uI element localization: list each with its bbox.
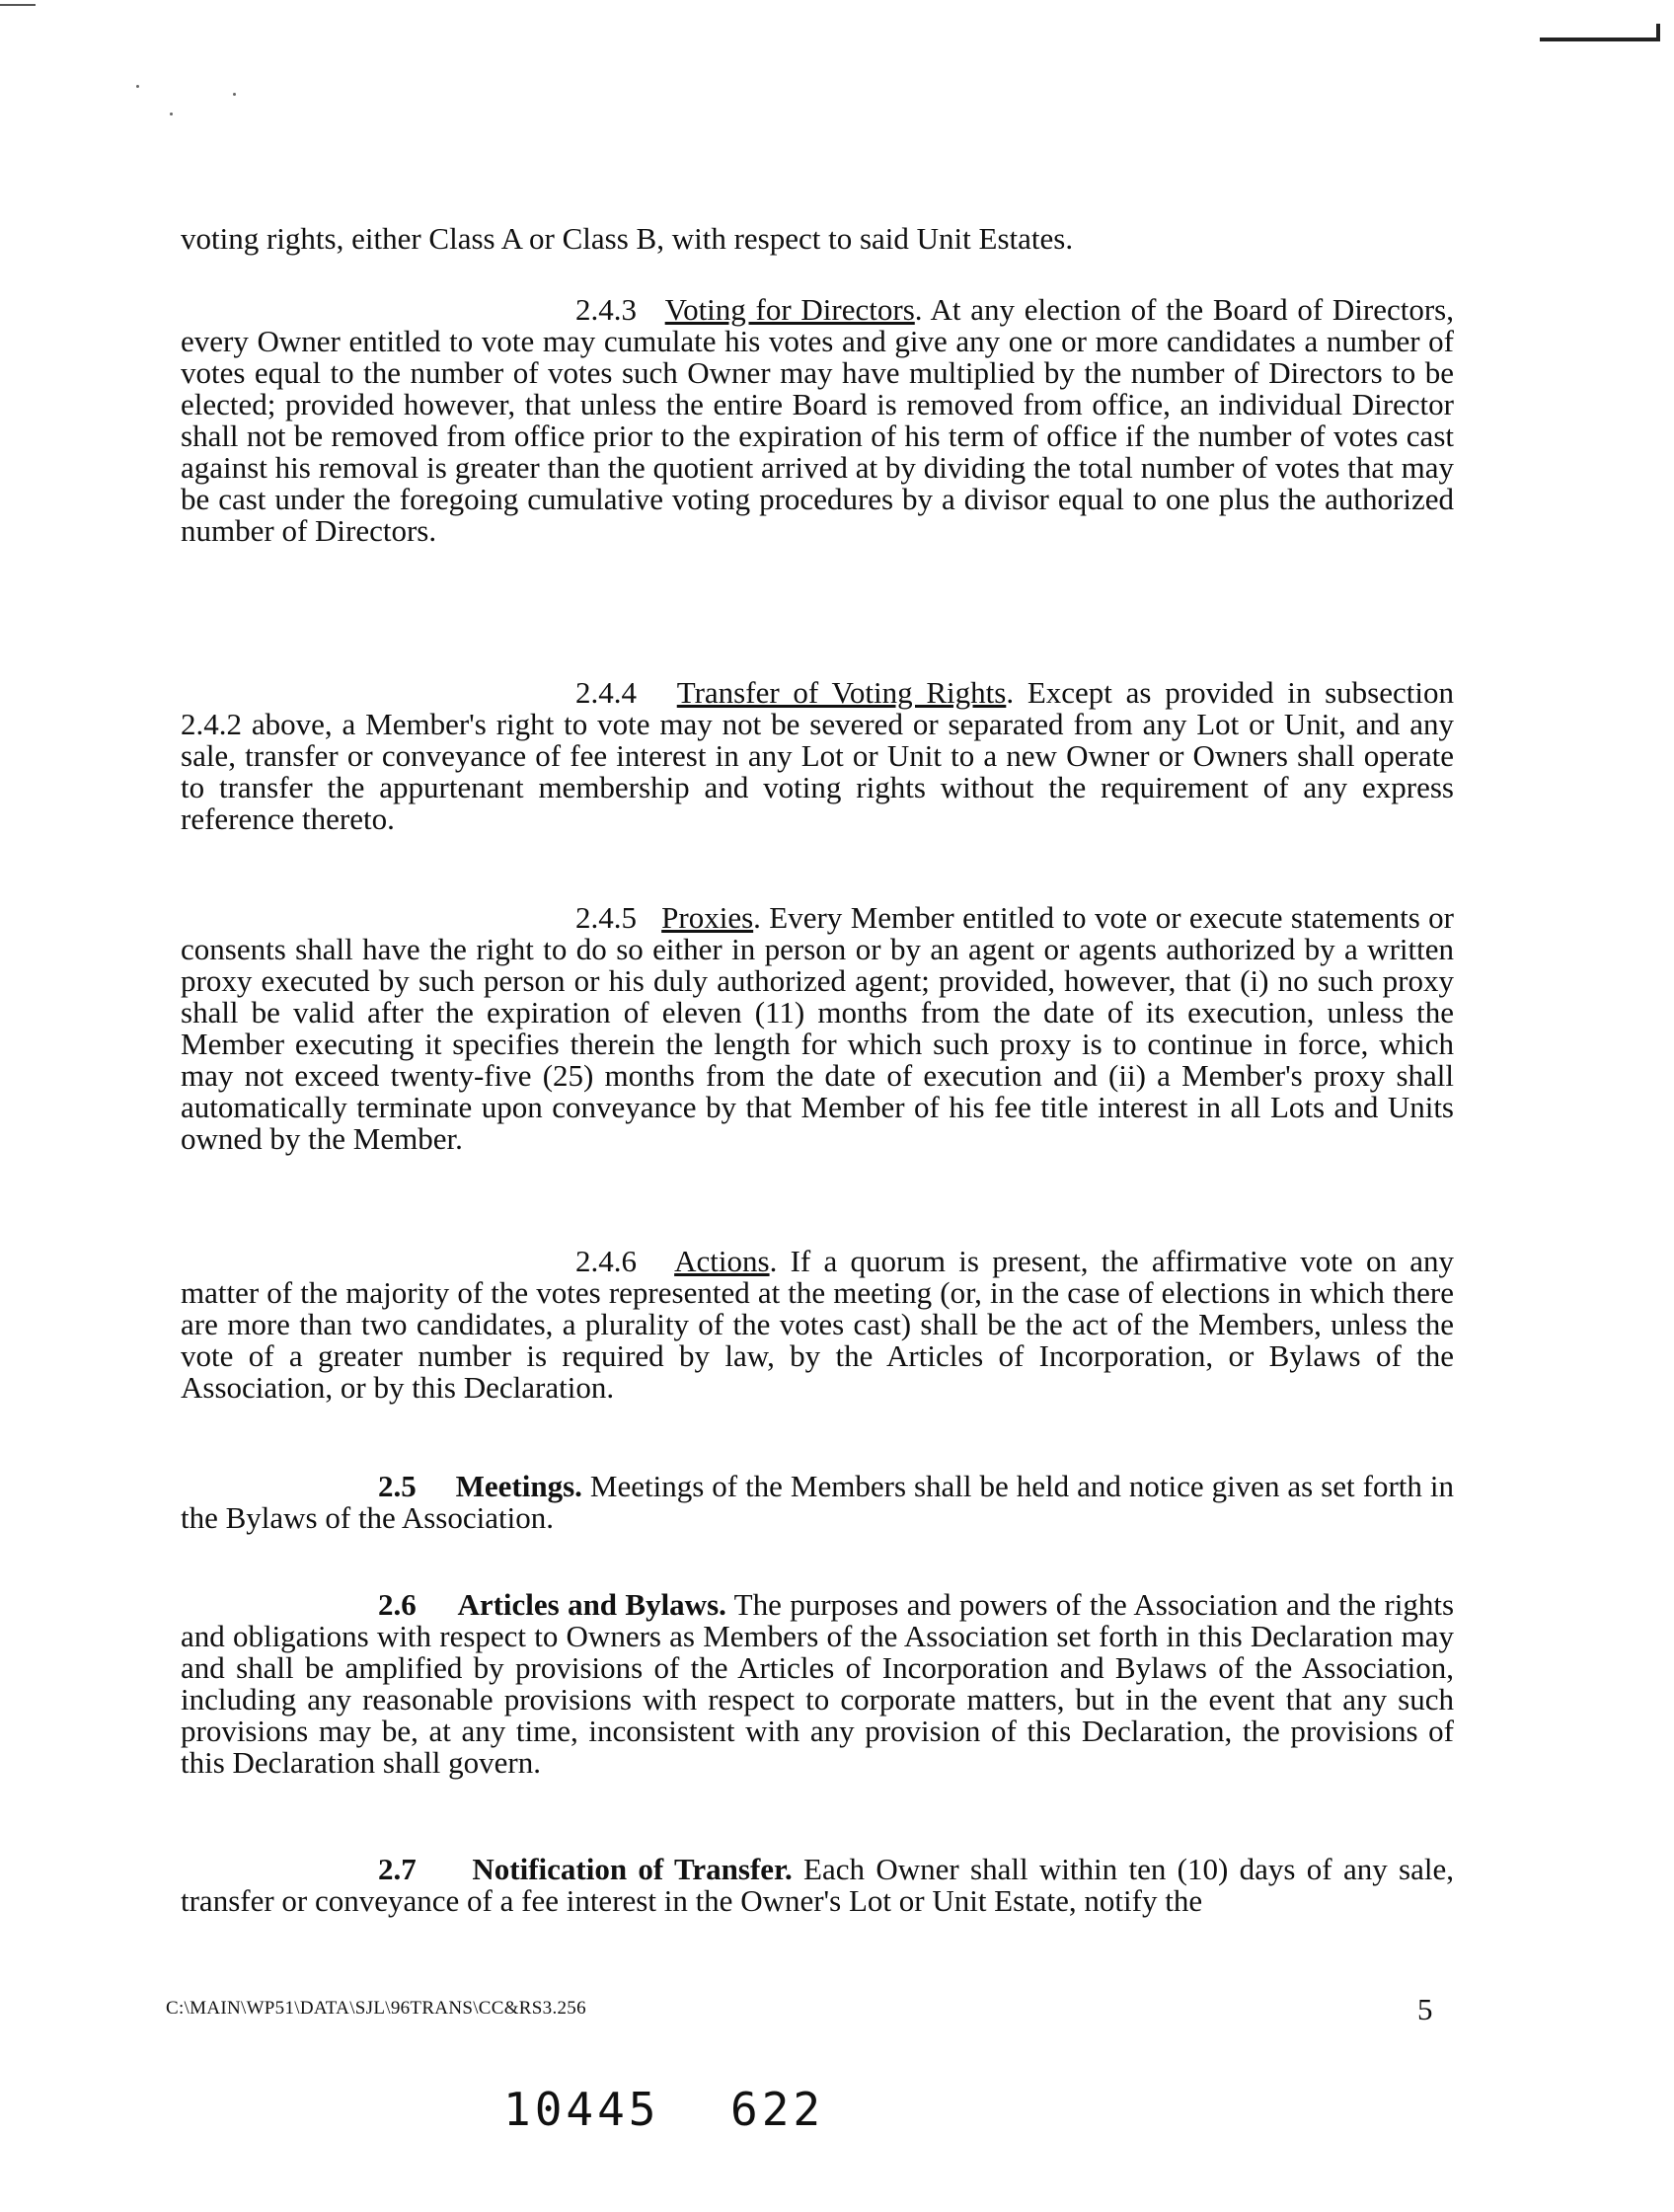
section-heading: Voting for Directors: [664, 292, 915, 327]
section-2-7: [181, 1854, 1454, 1917]
section-number: 2.4.4: [575, 675, 637, 710]
scan-speck: [136, 85, 139, 88]
section-2-4-5: [181, 902, 1454, 1155]
section-2-5: [181, 1471, 1454, 1534]
scan-mark: [1540, 38, 1658, 41]
section-2-4-4: [181, 677, 1454, 835]
section-number: 2.4.6: [575, 1244, 637, 1278]
scan-speck: [233, 93, 236, 96]
section-heading: Actions: [674, 1244, 770, 1278]
section-heading: Meetings.: [455, 1469, 582, 1503]
scan-speck: [170, 113, 173, 115]
section-heading: Transfer of Voting Rights: [676, 675, 1007, 710]
recording-stamp-book: 10445: [503, 2083, 660, 2136]
section-number: 2.4.3: [575, 292, 637, 327]
section-body: The purposes and powers of the Association and the rights and obligations with respect to Owners as Members of the Association set forth in this Declaration may and shall be amplified by provisions of the Articles of Incorporation and Bylaws of the Association, including any reasonable provisions with respect to corporate matters, but in the event that any such provisions may be, at any time, inconsistent with any provision of this Declaration, the provisions of this Declaration shall govern.: [181, 1587, 1455, 1780]
section-body: Meetings of the Members shall be held and notice given as set forth in the Bylaws of the Association.: [181, 1469, 1454, 1535]
section-body: . At any election of the Board of Directors, every Owner entitled to vote may cumulate his votes and give any one or more candidates a number of votes equal to the number of votes such Owner may have multiplied by the number of Directors to be elected; provided however, that unless the entire Board is removed from office, an individual Director shall not be removed from office prior to the expiration of his term of office if the number of votes cast against his removal is greater than the quotient arrived at by dividing the total number of votes that may be cast under the foregoing cumulative voting procedures by a divisor equal to one plus the authorized number of Directors.: [181, 292, 1454, 548]
section-body: . If a quorum is present, the affirmative vote on any matter of the majority of the votes represented at the meeting (or, in the case of elections in which there are more than two candidates, a plurality of the votes cast) shall be the act of the Members, unless the vote of a greater number is required by law, by the Articles of Incorporation, or Bylaws of the Association, or by this Declaration.: [181, 1244, 1454, 1405]
section-2-6: [181, 1589, 1454, 1779]
scan-mark: [0, 4, 36, 6]
section-2-4-3: [181, 294, 1454, 547]
file-path-footer: C:\MAIN\WP51\DATA\SJL\96TRANS\CC&RS3.256: [166, 1998, 586, 2019]
section-number: 2.7: [378, 1852, 417, 1886]
section-number: 2.5: [378, 1469, 417, 1503]
page-number: 5: [1417, 1992, 1433, 2026]
section-heading: Notification of Transfer.: [472, 1852, 793, 1886]
continuation-text: [181, 223, 1454, 255]
section-heading: Proxies: [661, 900, 754, 935]
section-number: 2.6: [378, 1587, 417, 1622]
section-body: . Except as provided in subsection 2.4.2 above, a Member's right to vote may not be severed or separated from any Lot or Unit, and any sale, transfer or conveyance of fee interest in any Lot or Unit to a new Owner or Owners shall operate to transfer the appurtenant membership and voting rights without the requirement of any express reference thereto.: [181, 675, 1454, 836]
recording-stamp-page: 622: [730, 2083, 825, 2136]
section-number: 2.4.5: [575, 900, 637, 935]
section-heading: Articles and Bylaws.: [457, 1587, 726, 1622]
section-body: . Every Member entitled to vote or execute statements or consents shall have the right to do so either in person or by an agent or agents authorized by a written proxy executed by such person or his duly authorized agent; provided, however, that (i) no such proxy shall be valid after the expiration of eleven (11) months from the date of its execution, unless the Member executing it specifies therein the length for which such proxy is to continue in force, which may not exceed twenty-five (25) months from the date of execution and (ii) a Member's proxy shall automatically terminate upon conveyance by that Member of his fee title interest in all Lots and Units owned by the Member.: [181, 900, 1454, 1156]
section-2-4-6: [181, 1246, 1454, 1404]
section-body: Each Owner shall within ten (10) days of any sale, transfer or conveyance of a fee interest in the Owner's Lot or Unit Estate, notify the: [181, 1852, 1454, 1918]
continuation-line: voting rights, either Class A or Class B, with respect to said Unit Estates.: [181, 221, 1074, 256]
